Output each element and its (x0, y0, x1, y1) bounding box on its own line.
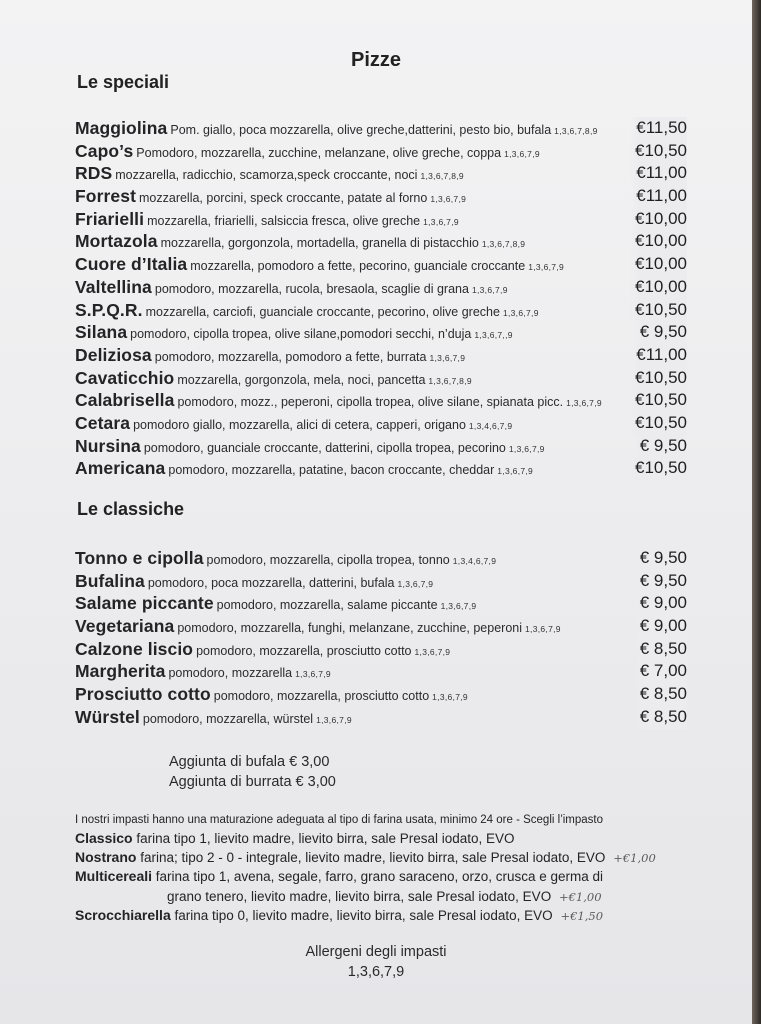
menu-item (75, 344, 687, 367)
pizza-ingredients: mozzarella, radicchio, scamorza,speck croccante, noci (115, 168, 418, 183)
pizza-price: € 8,50 (634, 683, 687, 706)
page-title: Pizze (350, 49, 402, 71)
dough-description: farina tipo 1, lievito madre, lievito birra, sale Presal iodato, EVO (136, 831, 515, 846)
pizza-ingredients: pomodoro, mozzarella, pomodoro a fette, burrata (154, 349, 427, 364)
pizza-allergens: 1,3,6,7,9 (430, 194, 467, 205)
pizza-ingredients: pomodoro, mozzarella, funghi, melanzane, zucchine, peperoni (177, 621, 523, 636)
extras-list (169, 753, 336, 792)
pizza-name: Mortazola (75, 231, 158, 252)
pizza-ingredients: mozzarella, pomodoro a fette, pecorino, guanciale croccante (190, 259, 526, 274)
pizza-name: Silana (75, 322, 128, 343)
pizza-name: Valtellina (75, 276, 152, 297)
pizza-price: €11,50 (630, 117, 687, 140)
menu-item (75, 389, 687, 412)
dough-row (75, 829, 735, 848)
pizza-allergens: 1,3,6,7,9 (525, 624, 561, 635)
menu-item (75, 592, 687, 615)
menu-item (75, 547, 687, 570)
pizza-list-speciali (75, 117, 687, 480)
pizza-ingredients: pomodoro, poca mozzarella, datterini, bufala (147, 575, 395, 590)
pizza-name: Bufalina (75, 570, 145, 591)
pizza-name: Americana (75, 458, 166, 479)
pizza-price: € 7,00 (634, 660, 687, 683)
menu-item (75, 208, 687, 231)
pizza-name: Friarielli (75, 208, 145, 229)
dough-allergens (0, 942, 752, 982)
pizza-price: €11,00 (630, 162, 687, 185)
pizza-name: Forrest (75, 186, 136, 207)
pizza-price: €10,50 (629, 457, 687, 480)
dough-intro: I nostri impasti hanno una maturazione adeguata al tipo di farina usata, minimo 24 ore - Scegli l’impasto (75, 814, 604, 826)
menu-item (75, 660, 687, 683)
pizza-allergens: 1,3,6,7,8,9 (481, 239, 526, 250)
pizza-ingredients: pomodoro, guanciale croccante, datterini, cipolla tropea, pecorino (143, 440, 506, 455)
menu-item (75, 706, 687, 729)
pizza-ingredients: mozzarella, carciofi, guanciale croccante, pecorino, olive greche (145, 304, 500, 319)
menu-item (75, 162, 687, 185)
pizza-allergens: 1,3,6,7,9 (432, 692, 468, 703)
menu-item (75, 321, 687, 344)
pizza-ingredients: pomodoro, mozzarella, patatine, bacon croccante, cheddar (168, 463, 495, 478)
handwritten-surcharge: +€1,50 (560, 908, 604, 923)
pizza-price: € 9,50 (634, 435, 687, 458)
extra-item: Aggiunta di burrata € 3,00 (169, 773, 336, 790)
menu-item (75, 570, 687, 593)
menu-item (75, 638, 687, 661)
pizza-ingredients: Pom. giallo, poca mozzarella, olive greche,datterini, pesto bio, bufala (170, 123, 552, 137)
pizza-allergens: 1,3,6,7,9 (295, 669, 331, 680)
menu-item (75, 230, 687, 253)
pizza-name: Vegetariana (75, 616, 175, 637)
pizza-allergens: 1,3,6,7,9 (508, 443, 545, 454)
pizza-ingredients: mozzarella, gorgonzola, mortadella, granella di pistacchio (160, 236, 479, 251)
table-edge (752, 0, 761, 1024)
pizza-name: Capo’s (75, 140, 134, 161)
pizza-allergens: 1,3,6,7,9 (502, 307, 539, 318)
allergens-values: 1,3,6,7,9 (347, 964, 405, 980)
pizza-name: Nursina (75, 435, 141, 456)
section-heading-classiche: Le classiche (77, 499, 185, 519)
dough-description: farina tipo 1, avena, segale, farro, grano saraceno, orzo, crusca e germa di (155, 869, 604, 885)
pizza-name: Prosciutto cotto (75, 684, 211, 705)
pizza-price: € 9,00 (634, 615, 687, 638)
allergens-label: Allergeni degli impasti (305, 944, 447, 960)
pizza-name: Deliziosa (75, 344, 152, 365)
handwritten-surcharge: +€1,00 (558, 889, 602, 904)
pizza-price: €11,00 (630, 344, 687, 367)
pizza-price: €10,50 (629, 299, 687, 322)
menu-item (75, 412, 687, 435)
pizza-allergens: 1,3,6,7,9 (471, 284, 508, 295)
dough-row (75, 906, 735, 925)
pizza-ingredients: pomodoro, mozzarella, salame piccante (216, 598, 438, 613)
pizza-name: Calzone liscio (75, 638, 194, 659)
pizza-price: €10,50 (629, 367, 687, 390)
pizza-name: Tonno e cipolla (75, 548, 204, 568)
pizza-ingredients: pomodoro, mozzarella, rucola, bresaola, scaglie di grana (154, 281, 469, 296)
pizza-allergens: 1,3,6,7,9 (429, 352, 466, 363)
menu-item (75, 117, 687, 140)
pizza-price: €10,50 (629, 412, 687, 435)
pizza-ingredients: mozzarella, porcini, speck croccante, patate al forno (139, 191, 428, 206)
pizza-ingredients: pomodoro, mozzarella (168, 666, 293, 681)
menu-item (75, 367, 687, 390)
dough-section (75, 812, 735, 925)
pizza-ingredients: mozzarella, gorgonzola, mela, noci, pancetta (177, 372, 426, 387)
pizza-price: €10,00 (629, 253, 687, 276)
menu-item (75, 185, 687, 208)
pizza-price: €10,00 (629, 208, 687, 231)
pizza-ingredients: mozzarella, friarielli, salsiccia fresca, olive greche (147, 213, 421, 228)
pizza-allergens: 1,3,6,7,9 (414, 646, 451, 657)
pizza-ingredients: pomodoro, mozz., peperoni, cipolla tropea, olive silane, spianata picc. (177, 395, 564, 410)
pizza-ingredients: pomodoro, mozzarella, cipolla tropea, tonno (206, 553, 450, 567)
pizza-price: € 9,50 (634, 547, 687, 570)
pizza-allergens: 1,3,6,7,9 (528, 262, 564, 273)
pizza-list-classiche (75, 547, 687, 729)
pizza-allergens: 1,3,6,7,8,9 (554, 126, 598, 136)
dough-name: Classico (75, 830, 133, 846)
dough-name: Multicereali (75, 868, 153, 885)
pizza-allergens: 1,3,6,7,9 (316, 714, 352, 725)
pizza-name: S.P.Q.R. (75, 299, 143, 320)
pizza-name: Salame piccante (75, 593, 214, 614)
pizza-allergens: 1,3,6,7,9 (504, 148, 540, 159)
section-heading-speciali: Le speciali (77, 72, 170, 92)
extra-item: Aggiunta di bufala € 3,00 (169, 754, 330, 770)
pizza-ingredients: Pomodoro, mozzarella, zucchine, melanzane, olive greche, coppa (136, 145, 502, 160)
pizza-price: €10,00 (629, 230, 687, 253)
pizza-ingredients: pomodoro giallo, mozzarella, alici di cetera, capperi, origano (133, 417, 466, 432)
pizza-ingredients: pomodoro, mozzarella, würstel (142, 711, 314, 726)
pizza-name: Cuore d’Italia (75, 254, 188, 275)
pizza-allergens: 1,3,4,6,7,9 (452, 556, 497, 566)
menu-item (75, 457, 687, 480)
pizza-name: Cetara (75, 412, 131, 433)
pizza-price: €10,00 (629, 276, 687, 299)
menu-item (75, 140, 687, 163)
dough-description: farina; tipo 2 - 0 - integrale, lievito madre, lievito birra, sale Presal iodato, EVO (140, 850, 606, 866)
menu-item (75, 435, 687, 458)
pizza-allergens: 1,3,6,7,9 (440, 601, 477, 612)
dough-name: Nostrano (75, 849, 137, 866)
pizza-name: Würstel (75, 706, 140, 727)
pizza-price: € 8,50 (634, 638, 687, 661)
pizza-price: €11,00 (630, 185, 687, 208)
pizza-price: € 9,50 (634, 321, 687, 344)
pizza-name: Margherita (75, 661, 166, 682)
menu-item (75, 683, 687, 706)
menu-item (75, 253, 687, 276)
pizza-allergens: 1,3,6,7,9 (397, 578, 434, 589)
pizza-name: RDS (75, 163, 113, 184)
pizza-price: € 9,50 (634, 570, 687, 593)
pizza-name: Calabrisella (75, 390, 175, 411)
pizza-price: €10,50 (629, 389, 687, 412)
dough-row (75, 867, 735, 905)
handwritten-surcharge: +€1,00 (613, 851, 656, 866)
pizza-name: Maggiolina (75, 118, 168, 138)
pizza-ingredients: pomodoro, cipolla tropea, olive silane,pomodori secchi, n’duja (130, 327, 472, 342)
pizza-name: Cavaticchio (75, 367, 175, 388)
pizza-allergens: 1,3,6,7,8,9 (420, 171, 464, 182)
pizza-allergens: 1,3,6,7,8,9 (428, 375, 472, 386)
dough-description: farina tipo 0, lievito madre, lievito birra, sale Presal iodato, EVO (174, 907, 553, 923)
pizza-allergens: 1,3,6,7,9 (566, 398, 602, 409)
menu-item (75, 276, 687, 299)
dough-row (75, 848, 735, 867)
menu-item (75, 615, 687, 638)
dough-description-continued: grano tenero, lievito madre, lievito birra, sale Presal iodato, EVO (167, 888, 552, 904)
pizza-allergens: 1,3,4,6,7,9 (468, 420, 513, 431)
menu-item (75, 299, 687, 322)
pizza-price: € 8,50 (634, 706, 687, 729)
pizza-price: €10,50 (629, 140, 687, 163)
pizza-allergens: 1,3,6,7,9 (497, 466, 534, 477)
pizza-price: € 9,00 (634, 592, 687, 615)
pizza-ingredients: pomodoro, mozzarella, prosciutto cotto (213, 689, 430, 704)
pizza-ingredients: pomodoro, mozzarella, prosciutto cotto (196, 643, 412, 658)
pizza-allergens: 1,3,6,7,,9 (474, 330, 513, 341)
dough-name: Scrocchiarella (75, 906, 171, 923)
pizza-allergens: 1,3,6,7,9 (423, 216, 459, 227)
